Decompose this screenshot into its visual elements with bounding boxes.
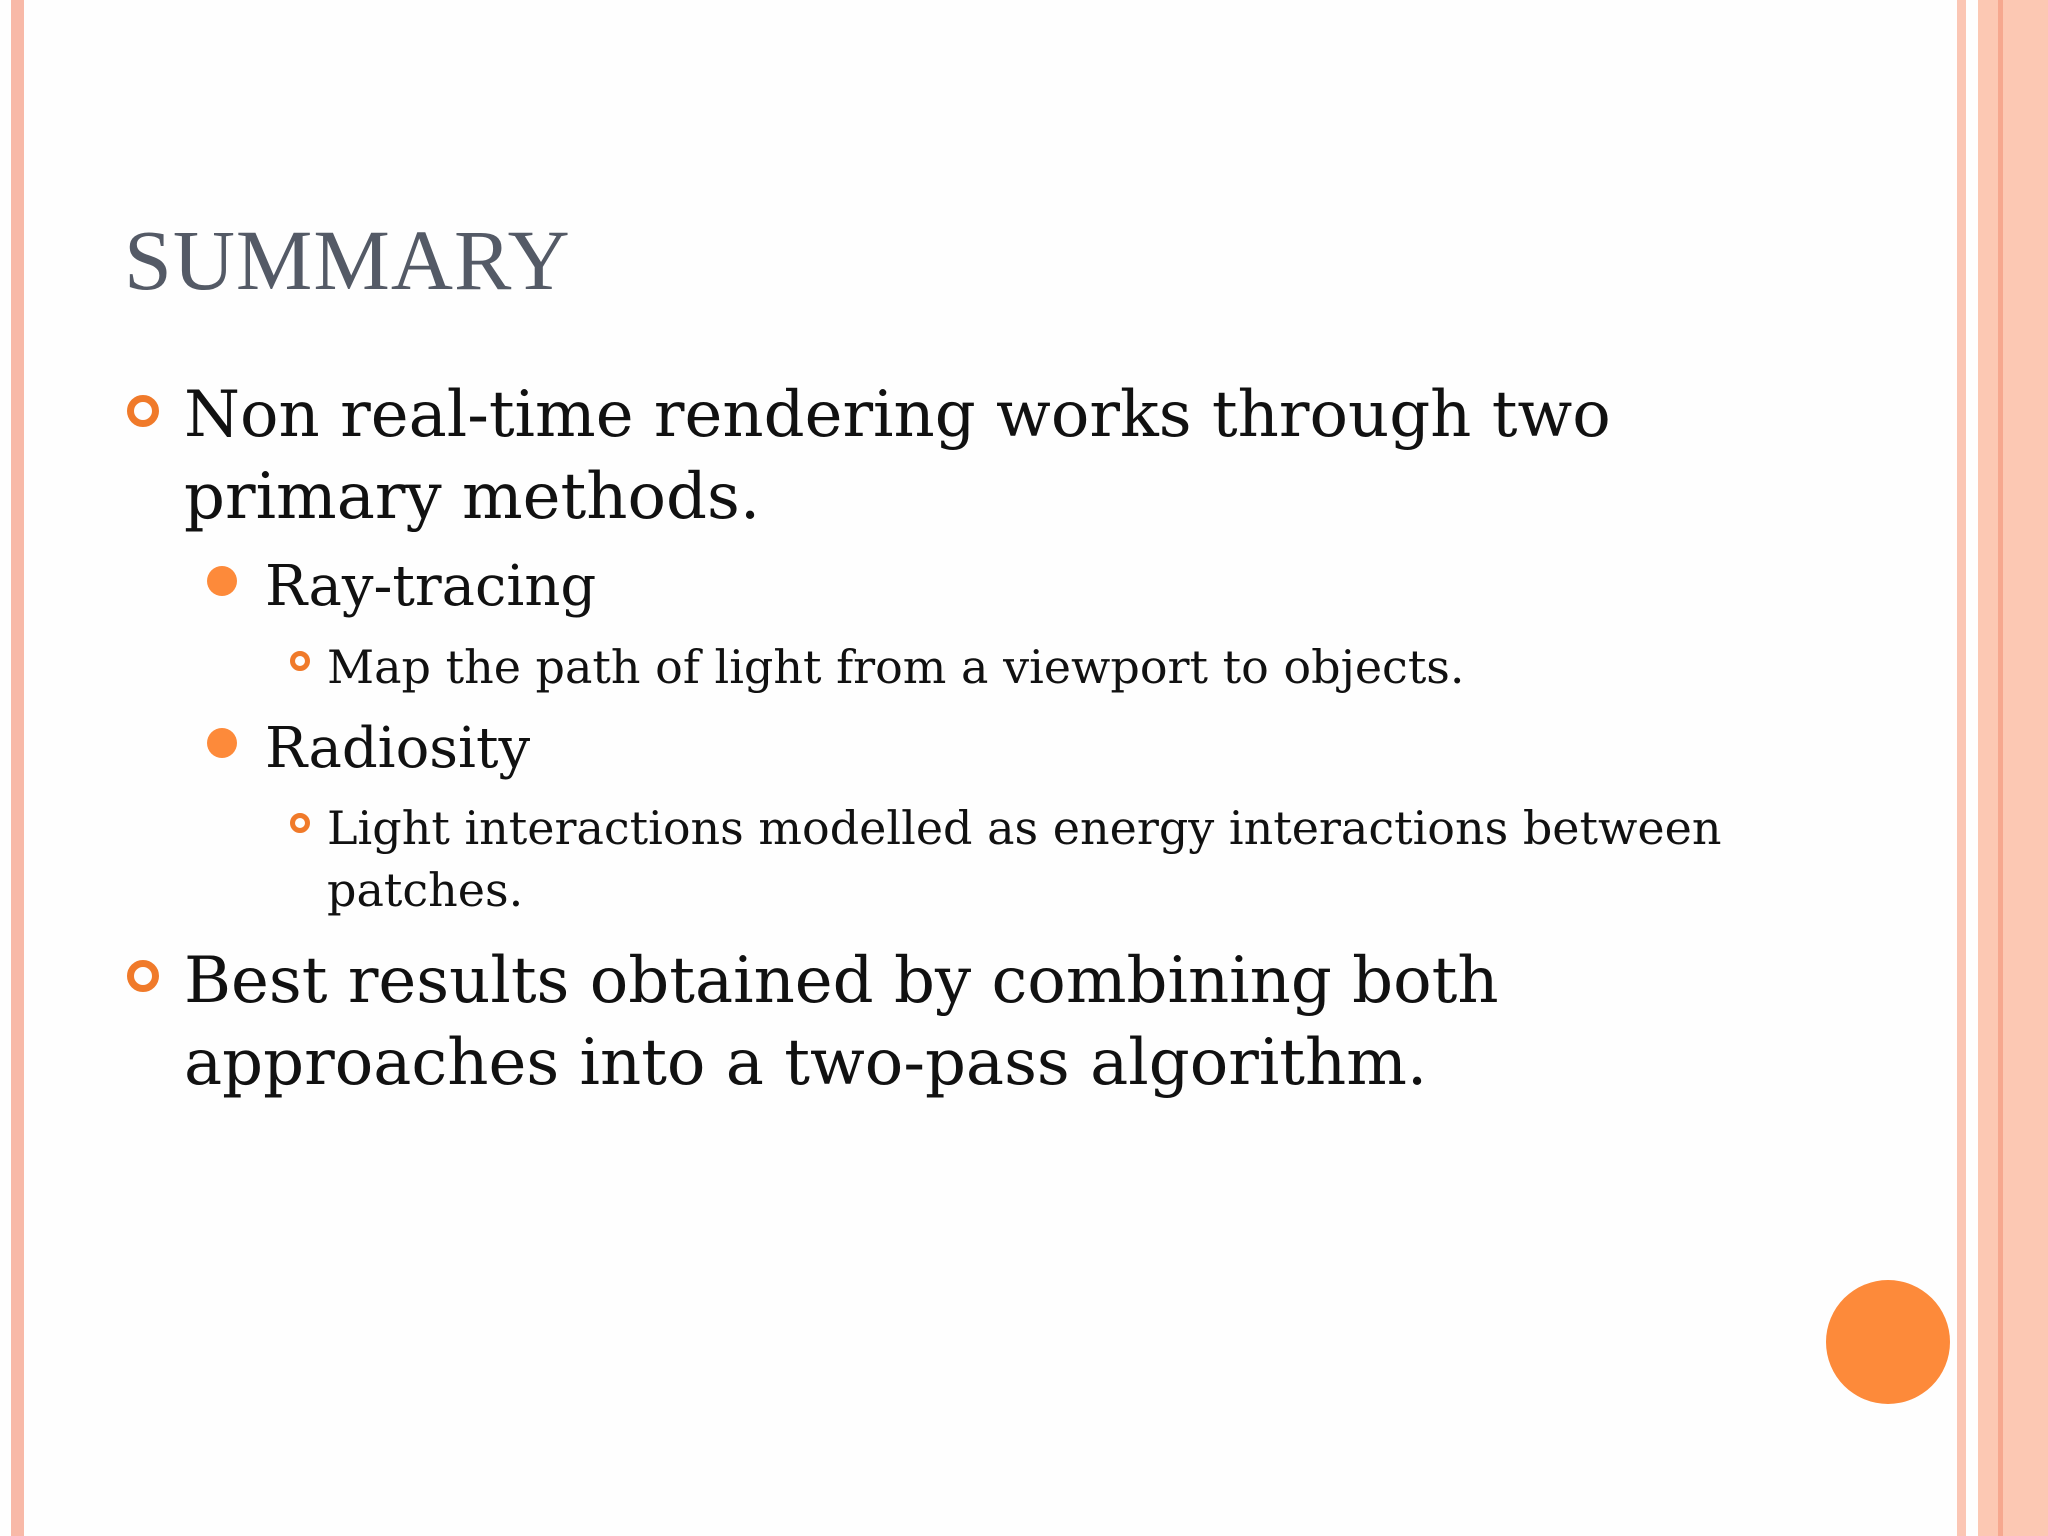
bullet-item-level2: Radiosity bbox=[265, 716, 531, 781]
bullet-item-level3: Map the path of light from a viewport to objects. bbox=[327, 640, 1465, 694]
right-decorative-band bbox=[1978, 0, 2048, 1536]
bullet-item-level3: Light interactions modelled as energy interactions between patches. bbox=[327, 801, 1722, 917]
dot-bullet-icon bbox=[207, 566, 237, 596]
ring-bullet-icon bbox=[127, 960, 159, 992]
dot-bullet-icon bbox=[207, 728, 237, 758]
ring-bullet-icon bbox=[290, 651, 310, 671]
orange-circle-decoration bbox=[1826, 1280, 1950, 1404]
bullet-item-level1: Non real-time rendering works through two primary methods. bbox=[184, 378, 1611, 534]
ring-bullet-icon bbox=[127, 395, 159, 427]
ring-bullet-icon bbox=[290, 813, 310, 833]
bullet-item-level1: Best results obtained by combining both approaches into a two-pass algorithm. bbox=[184, 944, 1499, 1100]
left-decorative-rule bbox=[11, 0, 24, 1536]
slide-title: SUMMARY bbox=[124, 212, 571, 308]
right-decorative-band-line bbox=[1998, 0, 2003, 1536]
right-decorative-stripe bbox=[1957, 0, 1966, 1536]
bullet-item-level2: Ray-tracing bbox=[265, 554, 597, 619]
